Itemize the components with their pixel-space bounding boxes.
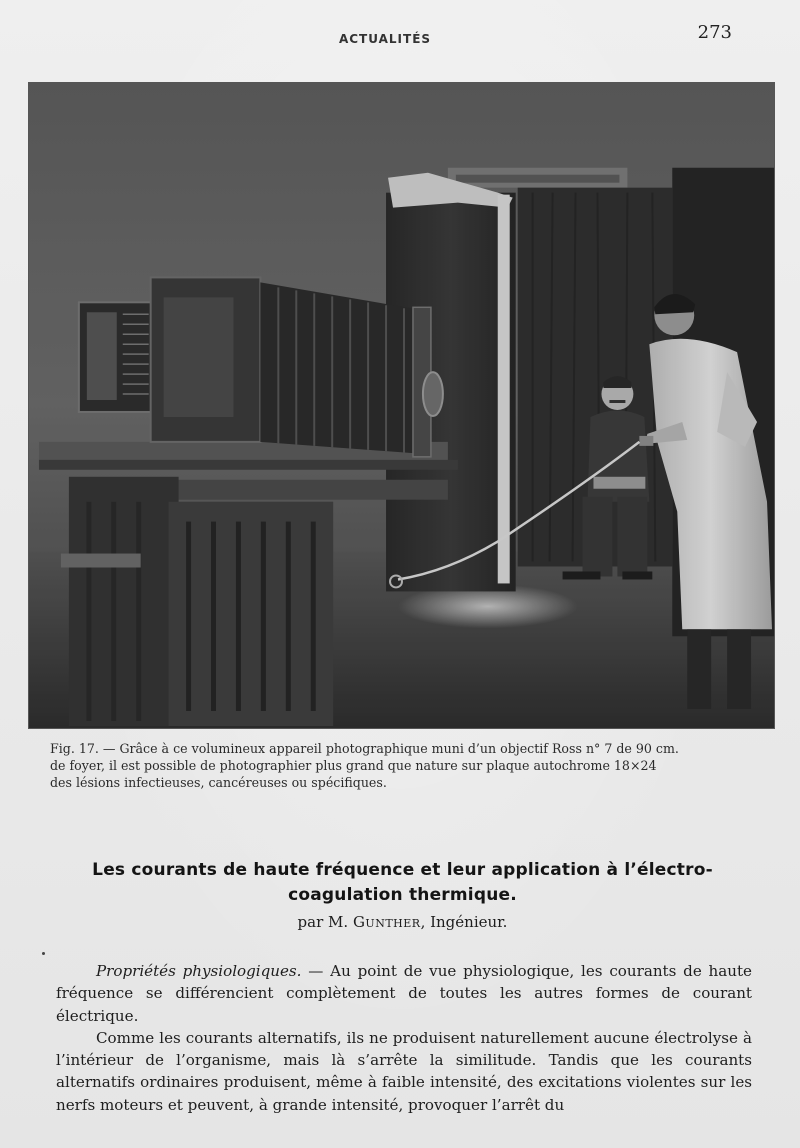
caption-line-3: des lésions infectieuses, cancéreuses ou spécifiques. — [50, 775, 387, 790]
article-byline — [40, 913, 765, 931]
article-title-line-1: Les courants de haute fréquence et leur application à l’électro- — [92, 860, 713, 880]
figure-photograph — [28, 82, 775, 729]
byline-author: Gunther — [352, 913, 421, 931]
byline-suffix: , Ingénieur. — [420, 913, 508, 931]
caption-line-1: Fig. 17. — Grâce à ce volumineux appareil photographique muni d’un objectif Ross n° 7 de 90 cm. — [50, 741, 679, 756]
article-title — [40, 858, 765, 908]
paragraph-1 — [56, 960, 752, 1027]
paragraph-1-text: — Au point de vue physiologique, les courants de haute fréquence se différencient complètement de toutes les autres formes de courant électrique. — [56, 962, 752, 1025]
paragraph-2: Comme les courants alternatifs, ils ne produisent naturellement aucune électrolyse à l’intérieur de l’organisme, mais là s’arrête la similitude. Tandis que les courants alternatifs ordinaires produisent, même à faible intensité, des excitations violentes sur les nerfs moteurs et peuvent, à grande intensité, provoquer l’arrêt du — [56, 1028, 752, 1114]
article-title-line-2: coagulation thermique. — [288, 885, 517, 905]
running-title: ACTUALITÉS — [338, 32, 432, 46]
figure-caption — [50, 740, 760, 791]
section-heading: Propriétés physiologiques. — [96, 962, 302, 980]
byline-prefix: par M. — [297, 913, 349, 931]
photograph-illustration — [29, 83, 774, 728]
caption-line-2: de foyer, il est possible de photographier plus grand que nature sur plaque autochrome 18×24 — [50, 758, 657, 773]
article-body — [56, 960, 752, 1116]
print-speck — [42, 952, 45, 955]
page-number: 273 — [697, 22, 732, 43]
